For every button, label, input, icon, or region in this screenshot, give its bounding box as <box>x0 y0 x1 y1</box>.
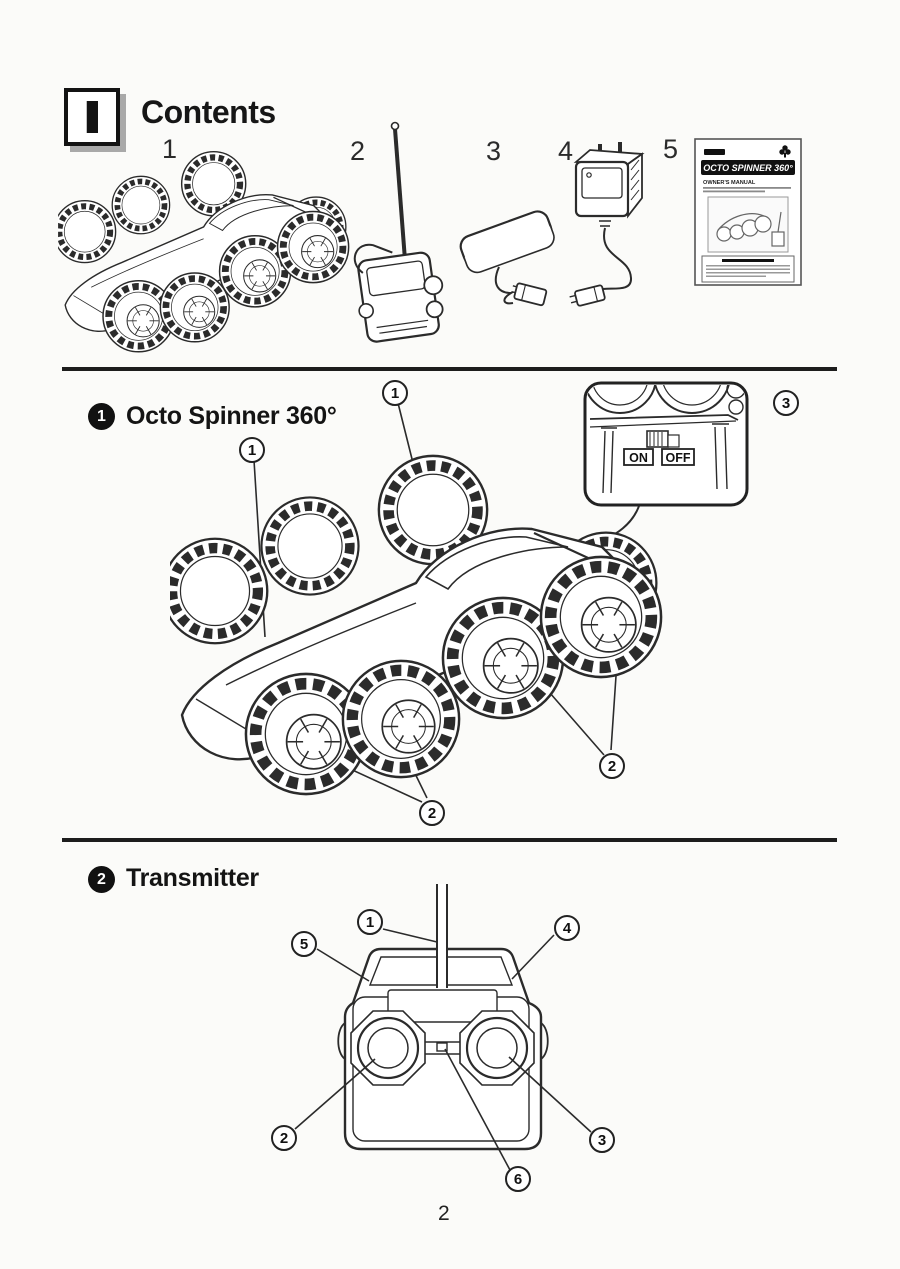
cover-title: OCTO SPINNER 360° <box>703 163 793 173</box>
section2-title: Transmitter <box>126 864 259 892</box>
callout-wheels-front: 2 <box>419 800 445 826</box>
section1-title: Octo Spinner 360° <box>126 402 337 430</box>
callout-power-switch: 3 <box>773 390 799 416</box>
callout-body-top: 1 <box>382 380 408 406</box>
strain-relief <box>598 216 612 226</box>
callout-antenna: 1 <box>357 909 383 935</box>
section-index-box <box>64 88 120 146</box>
charger-wire <box>598 228 631 290</box>
item-number-1: 1 <box>162 134 178 164</box>
power-switch-detail <box>584 337 747 505</box>
figure-owners-manual <box>692 136 804 288</box>
battery-connector <box>510 282 547 306</box>
item-number-5: 5 <box>663 134 679 164</box>
antenna <box>436 884 448 988</box>
left-stick <box>358 1018 418 1078</box>
page-title: Contents <box>141 94 276 130</box>
divider <box>62 838 837 842</box>
divider <box>62 367 837 371</box>
vehicle-diagram <box>60 375 860 835</box>
callout-indicator: 6 <box>505 1166 531 1192</box>
charger-connector <box>569 285 606 308</box>
item-number-3: 3 <box>486 136 502 166</box>
item-number-4: 4 <box>558 136 574 166</box>
figure-battery-pack <box>447 193 565 313</box>
battery-wire <box>496 267 513 303</box>
cover-subtitle: OWNER'S MANUAL <box>703 180 756 186</box>
callout-left-stick: 2 <box>271 1125 297 1151</box>
section1-marker: 1 <box>88 403 115 430</box>
page-number: 2 <box>438 1202 450 1225</box>
callout-top-right: 4 <box>554 915 580 941</box>
brand-logo <box>704 149 725 155</box>
section-index-glyph: I <box>81 90 103 143</box>
item-number-2: 2 <box>350 136 366 166</box>
figure-charger <box>558 138 663 312</box>
right-stick <box>467 1018 527 1078</box>
switch-on-label: ON <box>629 451 648 465</box>
antenna-tip <box>392 123 399 130</box>
section2-marker: 2 <box>88 866 115 893</box>
callout-top-left: 5 <box>291 931 317 957</box>
figure-transmitter <box>345 118 455 346</box>
callout-wheels-right: 2 <box>599 753 625 779</box>
switch-off-label: OFF <box>665 451 691 465</box>
figure-vehicle <box>58 150 354 363</box>
callout-body-front: 1 <box>239 437 265 463</box>
callout-right-stick: 3 <box>589 1127 615 1153</box>
